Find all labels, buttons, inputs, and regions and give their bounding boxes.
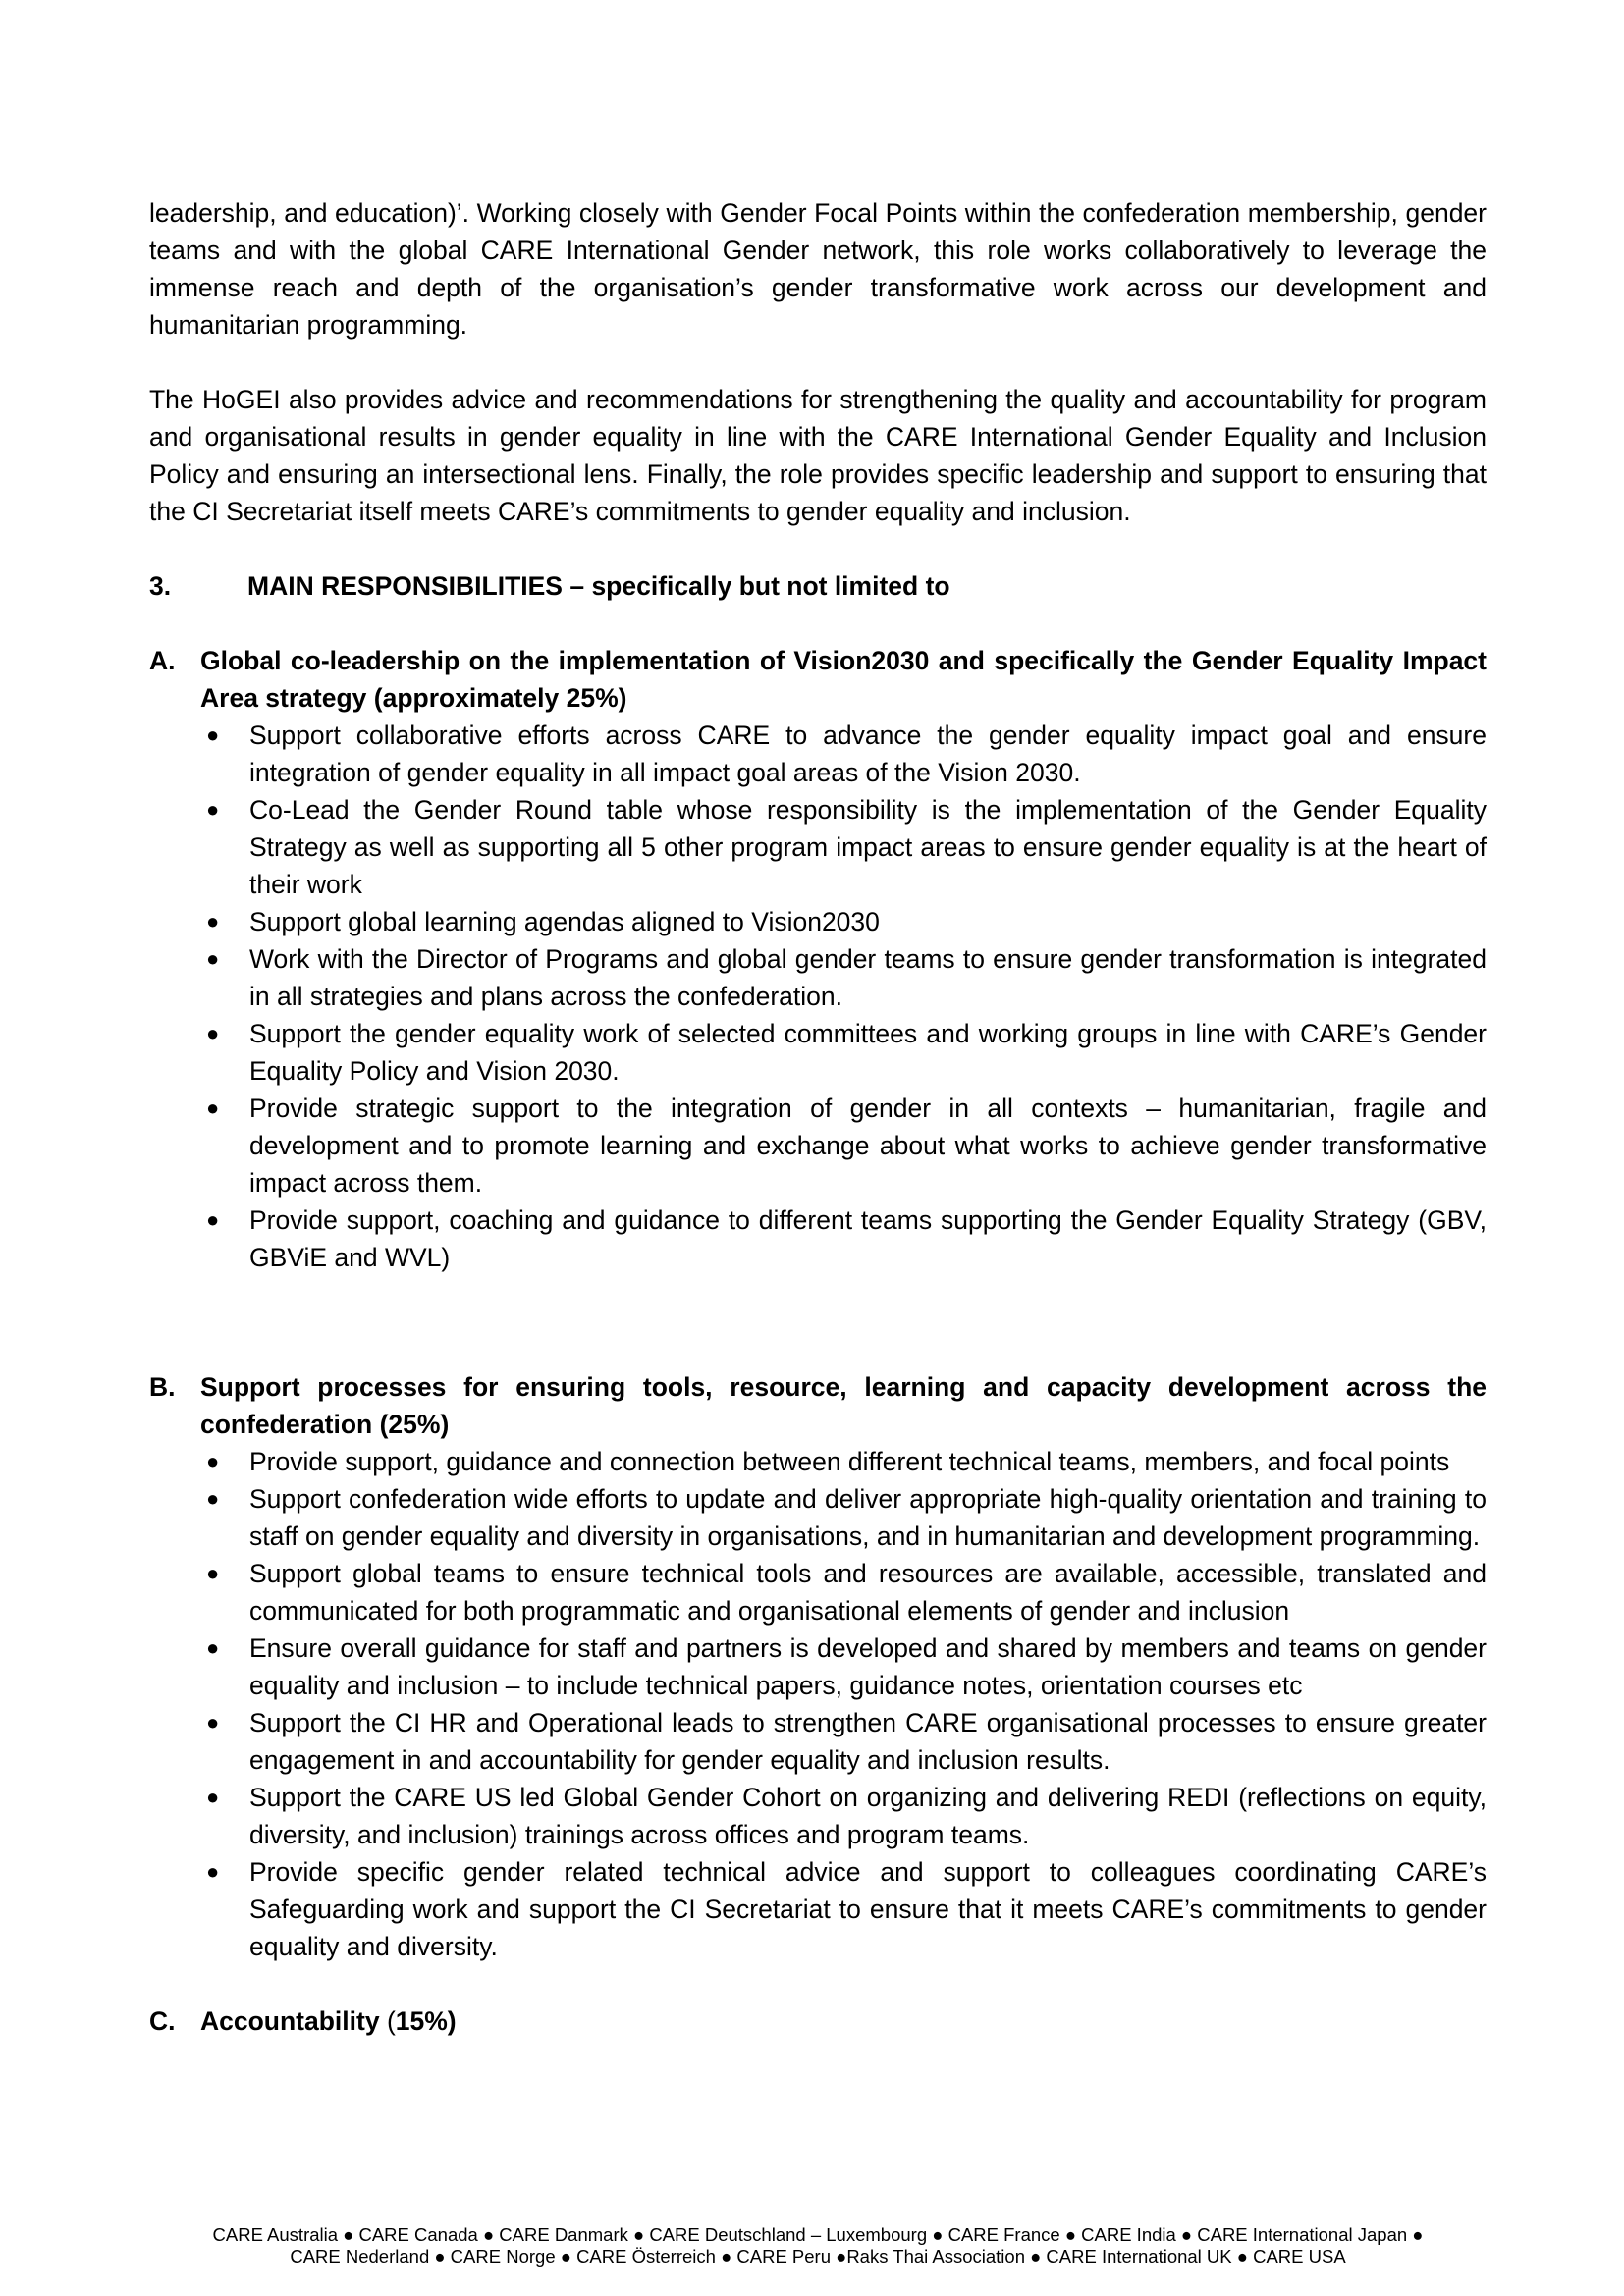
list-item-text: Provide strategic support to the integration of gender in all contexts – humanitarian, fragile and development and to promote learning and exchange about what works to achieve gender transformative impact across them. [249,1094,1487,1198]
bullet-icon: ● [206,1449,220,1473]
subsection-letter: B. [149,1372,176,1402]
list-item-text: Support global teams to ensure technical tools and resources are available, accessible, translated and communicated for both programmatic and organisational elements of gender and inclusion [249,1559,1487,1626]
bullet-icon: ● [206,797,220,822]
bullet-icon: ● [206,722,220,747]
list-item-text: Support the CI HR and Operational leads to strengthen CARE organisational processes to ensure greater engagement in and accountability for gender equality and inclusion results. [249,1708,1487,1775]
subsection-title-pct: 15%) [395,2006,457,2036]
bullet-icon: ● [206,1095,220,1120]
section-number: 3. [149,571,172,601]
footer-line: CARE Nederland ● CARE Norge ● CARE Österreich ● CARE Peru ●Raks Thai Association ● CARE International UK ● CARE USA [290,2246,1346,2267]
list-item [200,1443,1487,1480]
list-item-text: Support the CARE US led Global Gender Cohort on organizing and delivering REDI (reflections on equity, diversity, and inclusion) trainings across offices and program teams. [249,1783,1487,1849]
list-item-text: Ensure overall guidance for staff and partners is developed and shared by members and teams on gender equality and inclusion – to include technical papers, guidance notes, orientation courses etc [249,1633,1487,1700]
subsection-letter: C. [149,2006,176,2036]
list-item-text: Support the gender equality work of selected committees and working groups in line with CARE’s Gender Equality Policy and Vision 2030. [249,1019,1487,1086]
list-item [200,1201,1487,1276]
list-item [200,1704,1487,1779]
list-item-text: Co-Lead the Gender Round table whose responsibility is the implementation of the Gender Equality Strategy as well as supporting all 5 other program impact areas to ensure gender equality is at the heart of their work [249,795,1487,899]
spacer [149,1276,1487,1331]
subsection-title: Support processes for ensuring tools, resource, learning and capacity development across the confederation (25%) [200,1372,1487,1439]
bullet-icon: ● [206,1021,220,1045]
intro-paragraph: The HoGEI also provides advice and recommendations for strengthening the quality and accountability for program and organisational results in gender equality in line with the CARE International Gender Equality and Inclusion Policy and ensuring an intersectional lens. Finally, the role provides specific leadership and support to ensuring that the CI Secretariat itself meets CARE’s commitments to gender equality and inclusion. [149,385,1487,526]
document-body [149,194,1487,2040]
bullet-icon: ● [206,1486,220,1511]
subsection-heading-b [149,1368,1487,1443]
list-item [200,1629,1487,1704]
list-item [200,1480,1487,1555]
subsection-title-main: Accountability [200,2006,380,2036]
subsection-heading-a [149,642,1487,717]
list-item [200,1779,1487,1853]
subsection-title-paren: ( [379,2006,396,2036]
bullet-icon: ● [206,1561,220,1585]
bullet-icon: ● [206,1710,220,1735]
bullet-icon: ● [206,1859,220,1884]
list-item [200,717,1487,791]
list-item [200,1555,1487,1629]
page-footer [149,2224,1487,2268]
list-item-text: Work with the Director of Programs and global gender teams to ensure gender transformation is integrated in all strategies and plans across the confederation. [249,944,1487,1011]
list-item [200,791,1487,903]
list-item-text: Support collaborative efforts across CARE to advance the gender equality impact goal and ensure integration of gender equality in all impact goal areas of the Vision 2030. [249,721,1487,787]
bullet-icon: ● [206,1207,220,1232]
list-item-text: Provide specific gender related technical advice and support to colleagues coordinating CARE’s Safeguarding work and support the CI Secretariat to ensure that it meets CARE’s commitments to gender equality and diversity. [249,1857,1487,1961]
subsection-title: Global co-leadership on the implementation of Vision2030 and specifically the Gender Equality Impact Area strategy (approximately 25%) [200,646,1487,713]
list-item-text: Support global learning agendas aligned to Vision2030 [249,907,880,936]
list-item-text: Support confederation wide efforts to update and deliver appropriate high-quality orientation and training to staff on gender equality and diversity in organisations, and in humanitarian and development programming. [249,1484,1487,1551]
subsection-heading-c [149,2002,1487,2040]
bullet-icon: ● [206,946,220,971]
bullet-icon: ● [206,909,220,934]
list-item-text: Provide support, guidance and connection between different technical teams, members, and focal points [249,1447,1450,1476]
bullet-list-a [149,717,1487,1276]
list-item-text: Provide support, coaching and guidance to different teams supporting the Gender Equality Strategy (GBV, GBViE and WVL) [249,1205,1487,1272]
bullet-icon: ● [206,1785,220,1809]
bullet-icon: ● [206,1635,220,1660]
list-item [200,903,1487,940]
subsection-letter: A. [149,646,176,675]
list-item [200,1015,1487,1090]
list-item [200,1090,1487,1201]
section-heading [149,567,1487,605]
section-title: MAIN RESPONSIBILITIES – specifically but not limited to [247,571,950,601]
intro-paragraph: leadership, and education)’. Working closely with Gender Focal Points within the confederation membership, gender teams and with the global CARE International Gender network, this role works collaboratively to leverage the immense reach and depth of the organisation’s gender transformative work across our development and humanitarian programming. [149,198,1487,340]
list-item [200,940,1487,1015]
subsection-title [200,2002,1487,2040]
list-item [200,1853,1487,1965]
footer-line: CARE Australia ● CARE Canada ● CARE Danmark ● CARE Deutschland – Luxembourg ● CARE France ● CARE India ● CARE International Japan ● [212,2224,1424,2245]
bullet-list-b [149,1443,1487,1965]
